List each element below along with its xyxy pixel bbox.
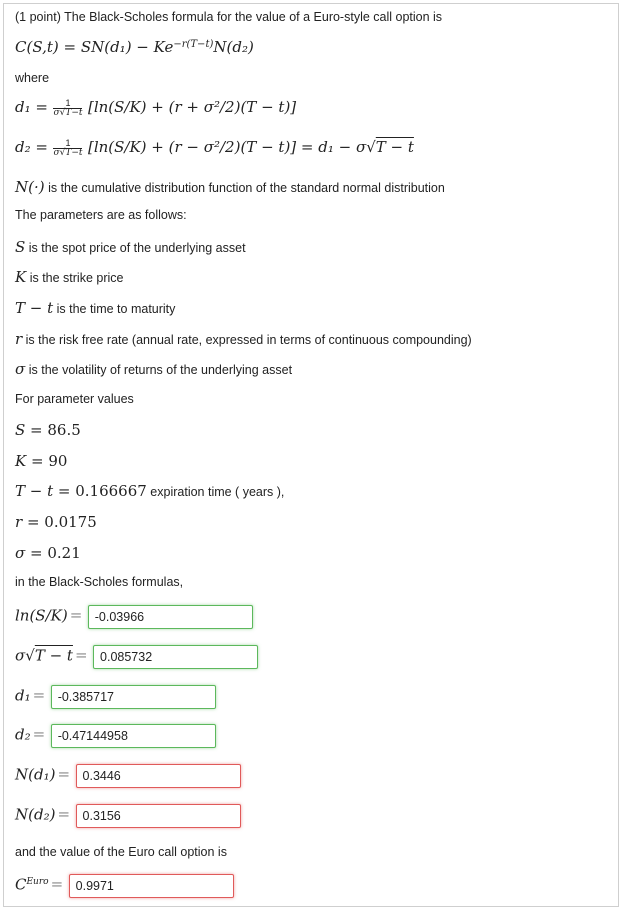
row-d2: d₂ = -0.47144958 xyxy=(15,724,216,748)
ln-input[interactable] xyxy=(88,605,253,629)
value-spot: S = 86.5 xyxy=(15,421,81,439)
param-rate: r is the risk free rate (annual rate, expressed in terms of continuous compounding) xyxy=(15,330,472,348)
d2-fraction: $\frac{1}{\sigma√T-t}$ xyxy=(53,138,83,159)
param-strike: K is the strike price xyxy=(15,268,124,286)
euro-intro: and the value of the Euro call option is xyxy=(15,845,227,859)
param-spot: S is the spot price of the underlying asset xyxy=(15,238,246,256)
param-maturity: T − t is the time to maturity xyxy=(15,299,176,317)
row-nd1: N(d₁) = 0.3446 xyxy=(15,764,241,788)
euro-input[interactable] xyxy=(69,874,234,898)
d1-fraction: $\frac{1}{\sigma√T-t}$ xyxy=(53,98,83,119)
param-volatility: σ is the volatility of returns of the underlying asset xyxy=(15,360,293,378)
d2-formula: d₂ = $\frac{1}{\sigma√T-t}$ [ln(S/K) + (r − σ²/2)(T − t)] = d₁ − σ√T − t xyxy=(15,138,414,159)
formulas-intro: in the Black-Scholes formulas, xyxy=(15,575,184,589)
row-euro: $C^{Euro} = 0.9971$ xyxy=(15,874,234,898)
d1-input[interactable] xyxy=(51,685,216,709)
d1-formula: d₁ = $\frac{1}{\sigma√T-t}$ [ln(S/K) + (r + σ²/2)(T − t)] xyxy=(15,98,297,119)
where-text: where xyxy=(15,71,50,85)
params-intro: The parameters are as follows: xyxy=(15,208,187,222)
nd2-input[interactable] xyxy=(76,804,241,828)
value-maturity: T − t = 0.166667 expiration time ( years ), xyxy=(15,482,285,500)
sigma-input[interactable] xyxy=(93,645,258,669)
nd1-input[interactable] xyxy=(76,764,241,788)
d2-input[interactable] xyxy=(51,724,216,748)
value-volatility: σ = 0.21 xyxy=(15,544,81,562)
value-rate: r = 0.0175 xyxy=(15,513,97,531)
row-d1: d₁ = -0.385717 xyxy=(15,685,216,709)
row-nd2: N(d₂) = 0.3156 xyxy=(15,804,241,828)
formula-main: $C(S,t) = SN(d_1) - Ke^{-r(T-t)}N(d_2)$ xyxy=(15,38,254,56)
row-sigma: σ√T − t = 0.085732 xyxy=(15,645,258,669)
values-intro: For parameter values xyxy=(15,392,134,406)
value-strike: K = 90 xyxy=(15,452,68,470)
row-ln: ln(S/K) = -0.03966 xyxy=(15,605,253,629)
intro-text: (1 point) The Black-Scholes formula for the value of a Euro-style call option is xyxy=(15,10,443,24)
n-definition: N(·) is the cumulative distribution function of the standard normal distribution xyxy=(15,178,445,196)
